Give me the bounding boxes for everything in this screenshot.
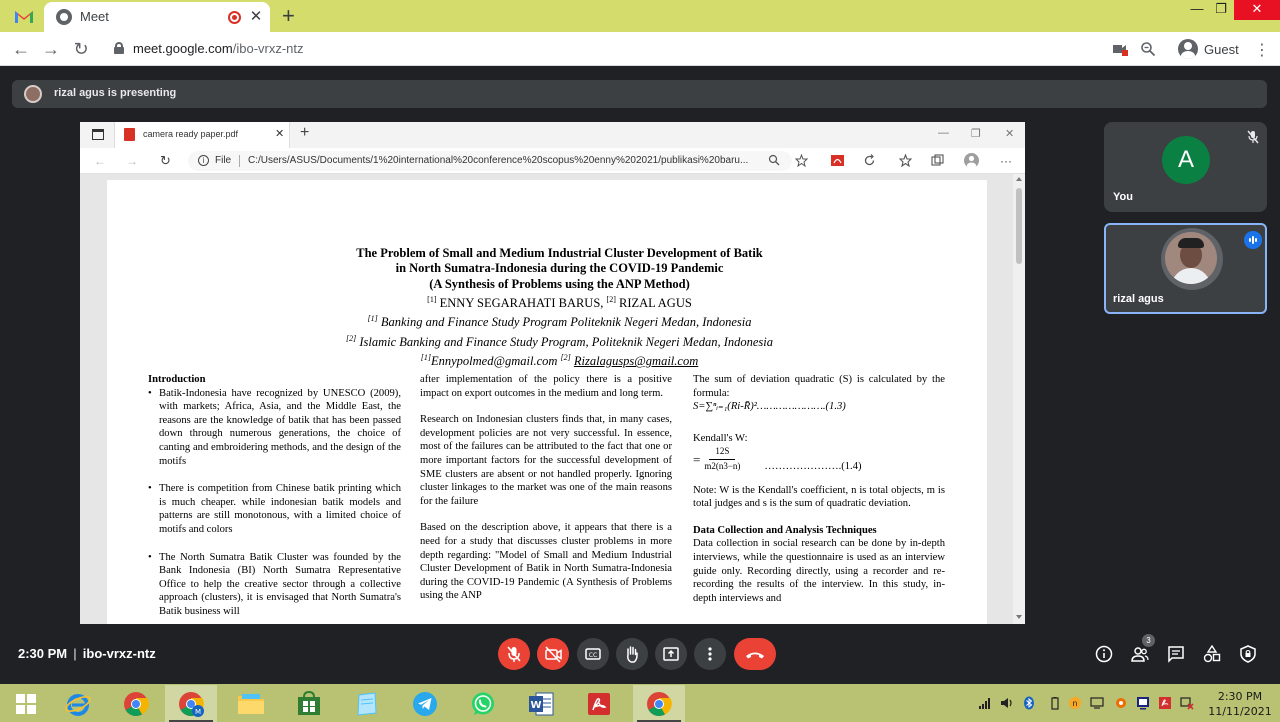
tab-close-button[interactable]: ✕ — [249, 8, 263, 25]
word-icon — [528, 691, 554, 717]
activities-icon[interactable] — [1203, 645, 1221, 663]
rizal-name: rizal agus — [1113, 293, 1164, 305]
formula-1-4 — [693, 445, 945, 473]
shared-tab-pdf — [114, 122, 290, 148]
shared-new-tab: + — [300, 124, 310, 141]
shared-reload-icon: ↻ — [160, 153, 171, 168]
col3-paragraph-1: The sum of deviation quadratic (S) is calculated by the formula: — [693, 374, 945, 399]
gmail-tab[interactable] — [10, 6, 38, 26]
shared-zoom-icon — [768, 154, 781, 167]
col2-paragraph-2: Research on Indonesian clusters finds that, in many cases, development policies are not very successful. In essence, most of the failures can be attributed to the fact that one or more important factors for the successful development of SME clusters are absent or not handled properly. Ignoring cluster linkages to the market was one of the main reasons for the failure — [420, 414, 672, 507]
equals-sign: = — [693, 451, 701, 467]
start-button[interactable] — [0, 685, 52, 722]
paper-column-1 — [148, 373, 401, 624]
url-host: meet.google.com — [133, 41, 233, 56]
author2-marker: [2] — [606, 294, 616, 304]
gmail-icon — [14, 9, 34, 24]
whatsapp-icon — [470, 691, 496, 717]
internet-explorer-icon — [64, 690, 92, 718]
pdf-viewport — [80, 174, 1025, 624]
svg-text:W: W — [530, 699, 542, 711]
display-icon[interactable] — [1090, 696, 1104, 710]
mic-off-icon — [1246, 130, 1260, 144]
kendall-fraction — [704, 445, 740, 473]
present-screen-icon — [655, 638, 687, 670]
formula-1-3: S=∑ⁿᵢ₌₁(Ri-R̄)²………………….(1.3) — [693, 401, 846, 413]
file-label: File — [215, 155, 232, 166]
chat-icon[interactable] — [1167, 645, 1185, 663]
more-vert-icon — [694, 638, 726, 670]
paper-column-2 — [420, 373, 672, 616]
chrome-profile-icon — [178, 691, 204, 717]
bluetooth-icon[interactable] — [1022, 696, 1036, 710]
url-path: /ibo-vrxz-ntz — [232, 41, 304, 56]
favorites-icon — [899, 154, 912, 167]
browser-tab-strip — [0, 0, 1280, 32]
windows-taskbar — [0, 684, 1280, 722]
affil1-marker: [1] — [367, 314, 378, 324]
captions-button[interactable] — [577, 638, 609, 670]
intro-heading: Introduction — [148, 374, 206, 385]
shared-url: C:/Users/ASUS/Documents/1%20international%20conference%20scopus%20enny%202021/publikasi%20baru... — [248, 155, 749, 166]
scroll-down-icon — [1016, 615, 1022, 619]
intro-bullet-2: • There is competition from Chinese batik printing which is much cheaper. while indonesian batik models and patterns are still monotonous, with a limited choice of motifs and colors — [148, 482, 401, 536]
affil1-text: Banking and Finance Study Program Politeknik Negeri Medan, Indonesia — [380, 315, 752, 330]
pdf-icon — [124, 128, 135, 141]
collections-icon — [931, 154, 944, 167]
data-collection-heading: Data Collection and Analysis Techniques — [693, 524, 877, 536]
meeting-divider: | — [73, 646, 77, 661]
closed-captions-icon — [577, 638, 609, 670]
presenting-banner — [12, 80, 1267, 108]
meet-favicon-icon — [56, 9, 72, 25]
paper-title-line2: in North Sumatra-Indonesia during the COVID-19 Pandemic — [395, 261, 724, 276]
mic-toggle-button[interactable] — [498, 638, 530, 670]
camera-off-icon — [537, 638, 569, 670]
lock-icon[interactable] — [114, 42, 124, 54]
signal-icon[interactable] — [978, 696, 992, 710]
author2: RIZAL AGUS — [619, 296, 692, 311]
taskbar-notes[interactable] — [341, 685, 393, 722]
shared-close-icon: ✕ — [1005, 128, 1015, 140]
shared-browser-tab-strip — [80, 122, 1025, 148]
email1-marker: [1] — [420, 353, 431, 363]
intro-bullet-1: • Batik-Indonesia have recognized by UNESCO (2009), with markets; Africa, Asia, and the Middle East, the reasons are the knowledge of batik that has been passed down through numerous generations, the choice of canting and embroidering methods, and the design of the motifs — [148, 387, 401, 469]
extension-refresh-icon — [863, 154, 876, 167]
taskbar-clock[interactable] — [1206, 689, 1274, 719]
window-restore-button[interactable]: ❐ — [1215, 1, 1227, 16]
author1-marker: [1] — [427, 294, 437, 304]
paper-authors — [107, 292, 1012, 311]
taskbar-word[interactable] — [515, 685, 567, 722]
new-tab-button[interactable]: + — [282, 3, 295, 28]
address-bar[interactable] — [133, 41, 304, 56]
taskbar-store[interactable] — [283, 685, 335, 722]
intro-bullet-3: • The North Sumatra Batik Cluster was founded by the Bank Indonesia (BI) North Sumatra Representative Office to help the creative sector through a collective approach (clusters), it is envisaged that North Sumatra's Batik business will — [148, 551, 401, 619]
affil2-text: Islamic Banking and Finance Study Program, Politeknik Negeri Medan, Indonesia — [359, 334, 774, 349]
paper-affiliation1 — [107, 311, 1012, 330]
shared-tab-title: camera ready paper.pdf — [143, 129, 239, 139]
taskbar-whatsapp[interactable] — [457, 685, 509, 722]
back-arrow-icon[interactable]: ← — [12, 39, 30, 59]
acrobat-reader-icon — [586, 691, 612, 717]
email2: Rizalagusps@gmail.com — [573, 354, 699, 369]
profile-label: Guest — [1204, 41, 1239, 57]
camera-blocked-icon[interactable] — [1112, 41, 1128, 57]
col2-paragraph-3: Based on the description above, it appears that there is a need for a study that discusses cluster problems in more depth regarding: "Model of Small and Medium Industrial Cluster Development of Batik in North Sumatra-Indonesia during the COVID-19 Pandemic (A Synthesis of Problems using the ANP — [420, 522, 672, 602]
profile-button[interactable] — [1172, 36, 1245, 62]
present-now-button[interactable] — [655, 638, 687, 670]
battery-icon[interactable] — [1048, 696, 1062, 710]
window-minimize-button[interactable]: — — [1190, 1, 1204, 16]
col3-paragraph-2: Data collection in social research can be done by in-depth interviews, while the questionnaire is used as an interview guide only. Recording directly, using a recorder and re-recording the results of the interview. In this study, in-depth interviews and — [693, 538, 945, 604]
people-icon[interactable] — [1131, 645, 1149, 663]
shared-restore-icon: ❐ — [971, 128, 981, 140]
read-aloud-icon — [795, 154, 808, 167]
acrobat-icon — [831, 154, 844, 167]
shared-forward-icon: → — [126, 154, 138, 168]
camera-toggle-button[interactable] — [537, 638, 569, 670]
you-name: You — [1113, 191, 1133, 203]
svg-text:CC: CC — [588, 652, 598, 659]
paper-emails — [107, 350, 1012, 369]
folder-icon — [237, 692, 265, 716]
taskbar-internet-explorer[interactable] — [52, 685, 104, 722]
recording-icon — [228, 11, 241, 24]
hand-icon — [616, 638, 648, 670]
shared-menu-icon: ··· — [1000, 154, 1012, 168]
clock-date: 11/11/2021 — [1208, 705, 1272, 718]
scroll-up-icon — [1016, 177, 1022, 181]
host-controls-icon[interactable] — [1239, 645, 1257, 663]
email1: Ennypolmed@gmail.com — [430, 354, 558, 369]
paper-column-3 — [693, 373, 945, 605]
store-icon — [296, 691, 322, 717]
orange-app-icon[interactable] — [1114, 696, 1128, 710]
taskbar-chrome-3[interactable] — [633, 685, 685, 722]
taskbar-acrobat[interactable] — [573, 685, 625, 722]
shared-screen — [80, 122, 1025, 624]
pdf-scrollbar — [1013, 174, 1025, 624]
shared-profile-icon — [964, 153, 979, 168]
pdf-page — [107, 180, 987, 624]
participant-tile-you[interactable] — [1104, 122, 1267, 212]
address-separator — [239, 155, 240, 167]
raise-hand-button[interactable] — [616, 638, 648, 670]
paper-title-line1: The Problem of Small and Medium Industrial Cluster Development of Batik — [356, 246, 763, 260]
fraction-numerator: 12S — [709, 445, 735, 460]
taskbar-file-explorer[interactable] — [225, 685, 277, 722]
paper-affiliation2 — [107, 331, 1012, 350]
norton-icon[interactable] — [1068, 696, 1082, 710]
window-close-button[interactable]: ✕ — [1234, 0, 1280, 20]
taskbar-telegram[interactable] — [399, 685, 451, 722]
reload-icon[interactable]: ↻ — [73, 39, 89, 59]
kendall-label: Kendall's W: — [693, 432, 748, 444]
mic-off-icon — [498, 638, 530, 670]
affil2-marker: [2] — [345, 333, 357, 343]
shared-minimize-icon: — — [938, 127, 949, 139]
tab-title: Meet — [80, 9, 109, 24]
chrome-icon — [123, 691, 149, 717]
participants-count-badge: 3 — [1142, 634, 1155, 647]
fraction-denominator: m2(n3−n) — [704, 460, 741, 471]
kendall-note: Note: W is the Kendall's coefficient, n is total objects, m is total judges and s is the sum of quadratic deviation. — [693, 484, 945, 510]
paper-title-line3: (A Synthesis of Problems using the ANP Method) — [429, 276, 690, 291]
svg-text:M: M — [194, 707, 202, 716]
col2-paragraph-1: after implementation of the policy there is a positive impact on export outcomes in the medium and long term. — [420, 374, 672, 399]
formula-1-4-ref: ………………….(1.4) — [764, 460, 862, 472]
leave-call-button[interactable] — [734, 638, 776, 670]
meeting-time: 2:30 PM — [18, 646, 68, 661]
windows-logo-icon — [15, 693, 37, 715]
taskbar-chrome-1[interactable] — [110, 685, 162, 722]
monitor-icon[interactable] — [1136, 696, 1150, 710]
you-avatar: A — [1162, 136, 1210, 184]
presenting-text: rizal agus is presenting — [54, 87, 177, 99]
svg-text:n: n — [1072, 699, 1078, 708]
info-icon: i — [198, 155, 209, 166]
rizal-avatar — [1165, 232, 1217, 284]
email2-marker: [2] — [560, 353, 571, 363]
author1: ENNY SEGARAHATI BARUS, — [439, 296, 604, 311]
shared-address-row — [80, 148, 1025, 174]
paper-header — [107, 246, 1012, 370]
notes-icon — [354, 691, 380, 717]
guest-avatar-icon — [1178, 39, 1198, 59]
browser-toolbar — [0, 32, 1280, 66]
chrome-active-icon — [646, 691, 672, 717]
zoom-icon[interactable] — [1140, 41, 1156, 57]
network-error-icon[interactable] — [1180, 696, 1194, 710]
tab-meet[interactable] — [44, 2, 270, 32]
scroll-thumb — [1016, 188, 1022, 264]
forward-arrow-icon[interactable]: → — [42, 39, 60, 59]
participant-tile-rizal[interactable] — [1104, 223, 1267, 314]
meeting-code: ibo-vrxz-ntz — [82, 646, 156, 661]
browser-menu-icon[interactable]: ⋮ — [1254, 42, 1270, 59]
shared-tab-close: ✕ — [275, 128, 285, 140]
acrobat-tray-icon[interactable] — [1158, 696, 1172, 710]
meeting-info — [18, 646, 156, 661]
speaking-indicator-icon — [1244, 231, 1262, 249]
clock-time: 2:30 PM — [1217, 690, 1263, 703]
meeting-details-icon[interactable] — [1095, 645, 1113, 663]
shared-back-icon: ← — [94, 154, 106, 168]
tab-actions-icon — [92, 129, 104, 140]
telegram-icon — [412, 691, 438, 717]
taskbar-chrome-2[interactable] — [165, 685, 217, 722]
more-options-button[interactable] — [694, 638, 726, 670]
hang-up-icon — [734, 638, 776, 670]
presenter-avatar — [24, 85, 42, 103]
volume-icon[interactable] — [1000, 696, 1014, 710]
